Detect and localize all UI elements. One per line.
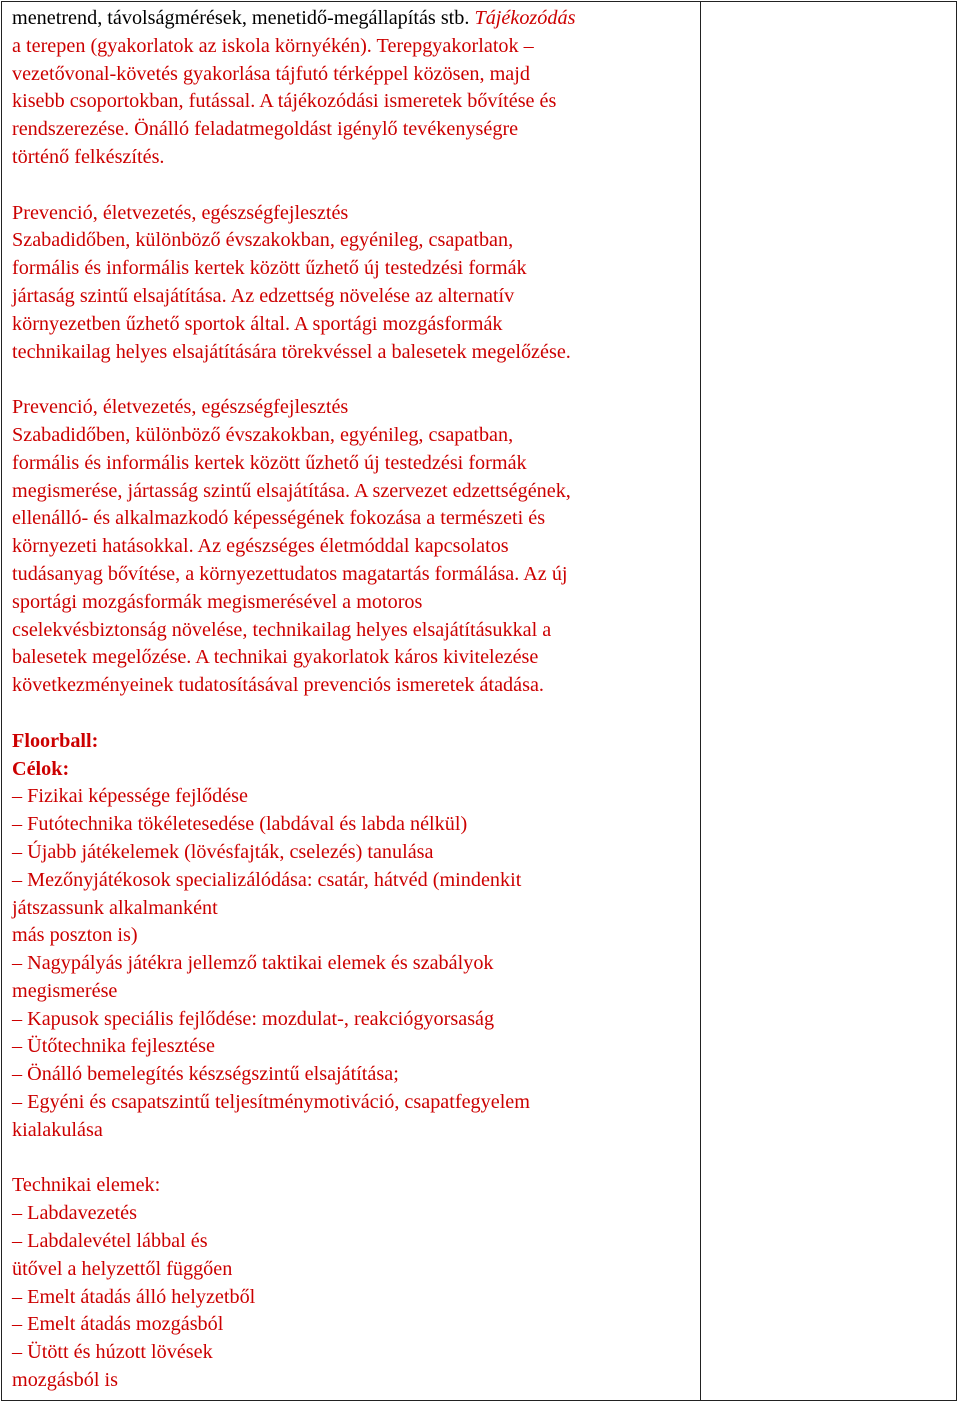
technical-item: ütővel a helyzettől függően [12,1257,233,1280]
goal-item: – Önálló bemelegítés készségszintű elsajátítása; [12,1063,399,1086]
floorball-section [12,728,692,1145]
text-line: kisebb csoportokban, futással. A tájékozódási ismeretek bővítése és [12,90,557,113]
paragraph-gap [12,366,692,394]
text-line: következményeinek tudatosításával prevenciós ismeretek átadása. [12,674,544,697]
text-line: ellenálló- és alkalmazkodó képességének fokozása a természeti és [12,507,546,530]
text-line: sportági mozgásformák megismerésével a motoros [12,590,423,613]
content-cell [2,2,701,1400]
goal-item: más poszton is) [12,924,138,947]
text-run: menetrend, távolságmérések, menetidő-megállapítás stb. [12,7,475,29]
goal-item: – Futótechnika tökéletesedése (labdával és labda nélkül) [12,813,468,836]
text-line: technikailag helyes elsajátítására törekvéssel a balesetek megelőzése. [12,340,571,363]
text-line: jártaság szintű elsajátítása. Az edzettség növelése az alternatív [12,284,515,307]
text-line: környezetben űzhető sportok által. A sportági mozgásformák [12,312,503,335]
goal-item: játszassunk alkalmanként [12,896,218,919]
technical-item: – Ütött és húzott lövések [12,1341,213,1364]
goal-item: – Kapusok speciális fejlődése: mozdulat-, reakciógyorsaság [12,1007,495,1030]
text-run-italic: Tájékozódás [474,7,576,29]
text-line: cselekvésbiztonság növelése, technikailag helyes elsajátításukkal a [12,618,552,641]
prevention-paragraph-2 [12,394,692,700]
goal-item: – Egyéni és csapatszintű teljesítménymotiváció, csapatfegyelem [12,1091,530,1114]
technical-item: mozgásból is [12,1369,118,1392]
text-line [12,5,692,33]
text-line: rendszerezése. Önálló feladatmegoldást igénylő tevékenységre [12,118,519,141]
text-line: vezetővonal-követés gyakorlása tájfutó térképpel közösen, majd [12,62,530,85]
technical-item: – Emelt átadás álló helyzetből [12,1285,256,1308]
text-line: Szabadidőben, különböző évszakokban, egyénileg, csapatban, [12,423,514,446]
empty-cell [701,2,956,1400]
text-line: környezeti hatásokkal. Az egészséges életmóddal kapcsolatos [12,535,509,558]
goal-item: – Fizikai képessége fejlődése [12,785,249,808]
goal-item: – Ütőtechnika fejlesztése [12,1035,215,1058]
text-line: Szabadidőben, különböző évszakokban, egyénileg, csapatban, [12,229,514,252]
paragraph-gap [12,172,692,200]
goal-item: megismerése [12,979,118,1002]
curriculum-table [1,1,957,1401]
text-line: a terepen (gyakorlatok az iskola környékén). Terepgyakorlatok – [12,34,534,57]
text-line: Prevenció, életvezetés, egészségfejlesztés [12,201,349,224]
text-line: formális és informális kertek között űzhető új testedzési formák [12,451,527,474]
goal-item: – Újabb játékelemek (lövésfajták, cselezés) tanulása [12,840,434,863]
orientation-paragraph [12,5,692,172]
text-line: formális és informális kertek között űzhető új testedzési formák [12,257,527,280]
prevention-paragraph-1 [12,200,692,367]
text-line: balesetek megelőzése. A technikai gyakorlatok káros kivitelezése [12,646,539,669]
technical-heading: Technikai elemek: [12,1174,161,1197]
goal-item: – Mezőnyjátékosok specializálódása: csatár, hátvéd (mindenkit [12,868,522,891]
technical-item: – Labdavezetés [12,1202,137,1225]
technical-item: – Emelt átadás mozgásból [12,1313,224,1336]
goals-heading: Célok: [12,757,70,780]
paragraph-gap [12,1145,692,1173]
goal-item: kialakulása [12,1118,103,1141]
goal-item: – Nagypályás játékra jellemző taktikai elemek és szabályok [12,952,494,975]
text-line: történő felkészítés. [12,145,165,168]
text-line: Prevenció, életvezetés, egészségfejlesztés [12,396,349,419]
floorball-heading: Floorball: [12,729,99,752]
paragraph-gap [12,700,692,728]
technical-elements-section [12,1172,692,1394]
technical-item: – Labdalevétel lábbal és [12,1230,208,1253]
text-line: tudásanyag bővítése, a környezettudatos magatartás formálása. Az új [12,562,568,585]
text-line: megismerése, jártasság szintű elsajátítása. A szervezet edzettségének, [12,479,571,502]
